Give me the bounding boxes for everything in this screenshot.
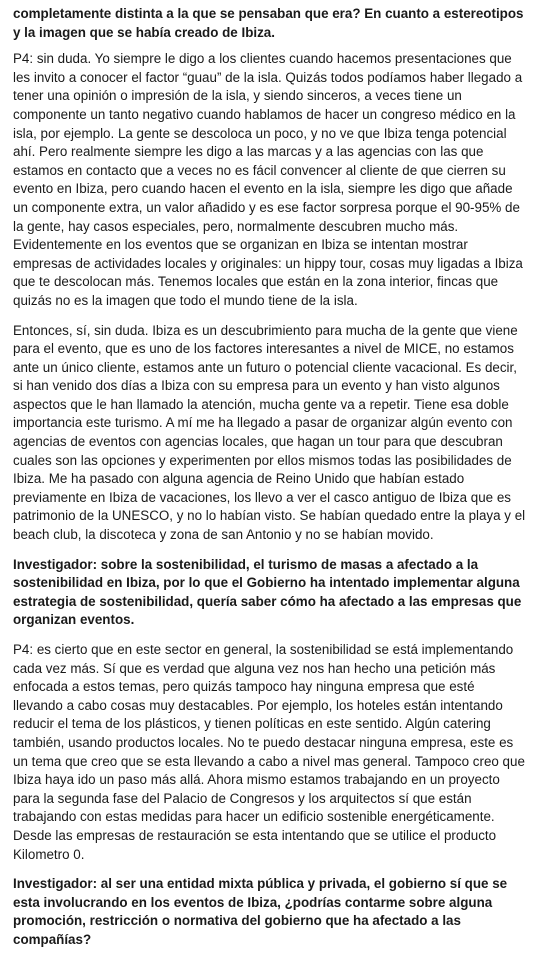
paragraph-p4-answer-mice: Entonces, sí, sin duda. Ibiza es un descubrimiento para mucha de la gente que viene para el evento, que es uno de los factores interesantes a nivel de MICE, no estamos ante un único cliente, estamos ante un futuro o potencial cliente vacacional. Es decir, si han venido dos días a Ibiza con su empresa para un evento y han visto algunos aspectos que le han llamado la atención, mucha gente va a repetir. Tiene esa doble importancia este turismo. A mí me ha llegado a pasar de organizar algún evento con agencias de eventos con agencias locales, que hagan un tour para que descubran cuales son las opciones y experimenten por ellos mismos todas las posibilidades de Ibiza. Me ha pasado con alguna agencia de Reino Unido que habían estado previamente en Ibiza de vacaciones, los llevo a ver el casco antiguo de Ibiza que es patrimonio de la UNESCO, y no lo habían visto. Se habían quedado entre la playa y el beach club, la discoteca y zona de san Antonio y no se habían movido. (13, 322, 526, 543)
paragraph-question-sostenibilidad: Investigador: sobre la sostenibilidad, el turismo de masas a afectado a la sostenibilidad en Ibiza, por lo que el Gobierno ha intentado implementar alguna estrategia de sostenibilidad, quería saber cómo ha afectado a las empresas que organizan eventos. (13, 556, 522, 628)
paragraph-question-gobierno: Investigador: al ser una entidad mixta pública y privada, el gobierno sí que se esta involucrando en los eventos de Ibiza, ¿podrías contarme sobre alguna promoción, restricción o normativa del gobierno que ha afectado a las compañías? (13, 876, 508, 947)
paragraph-p4-answer-sostenibilidad: P4: es cierto que en este sector en general, la sostenibilidad se está implementando cada vez más. Sí que es verdad que alguna vez nos han hecho una petición más enfocada a estos temas, pero quizás tampoco hay ninguna empresa que esté llevando a cabo cosas muy destacables. Por ejemplo, los hoteles están intentando reducir el tema de los plásticos, y tienen políticas en este sentido. Algún catering también, usando productos locales. No te puedo destacar ninguna empresa, este es un tema que creo que se esta llevando a cabo a nivel mas general. Tampoco creo que Ibiza haya ido un paso más allá. Ahora mismo estamos trabajando en un proyecto para la segunda fase del Palacio de Congresos y los arquitectos sí que están trabajando con estas medidas para hacer un edificio sostenible energéticamente. Desde las empresas de restauración se esta intentando que se utilice el producto Kilometro 0. (13, 642, 525, 862)
paragraph-p4-answer-guau: P4: sin duda. Yo siempre le digo a los clientes cuando hacemos presentaciones que les invito a conocer el factor “guau” de la isla. Quizás todos podíamos haber llegado a tener una opinión o impresión de la isla, y siendo sinceros, a veces tiene un componente un tanto negativo cuando hablamos de hacer un congreso médico en la isla, por ejemplo. La gente se descoloca un poco, y no ve que Ibiza tenga potencial ahí. Pero realmente siempre les digo a las marcas y a las agencias con las que estamos en contacto que a veces no es fácil convencer al cliente de que cierren su evento en Ibiza, pero cuando hacen el evento en la isla, siempre les digo que añade un componente extra, un valor añadido y es ese factor sorpresa porque el 90-95% de la gente, hay casos especiales, pero, normalmente descubren mucho más. Evidentemente en los eventos que se organizan en Ibiza se intentan mostrar empresas de actividades locales y originales: un hippy tour, cosas muy ligadas a Ibiza que te descolocan más. Tenemos locales que están en la zona interior, fincas que quizás no es la imagen que todo el mundo tiene de la isla. (13, 51, 523, 308)
paragraph-question-continuation: completamente distinta a la que se pensaban que era? En cuanto a estereotipos y la imagen que se había creado de Ibiza. (13, 6, 524, 40)
document-page (13, 5, 528, 961)
